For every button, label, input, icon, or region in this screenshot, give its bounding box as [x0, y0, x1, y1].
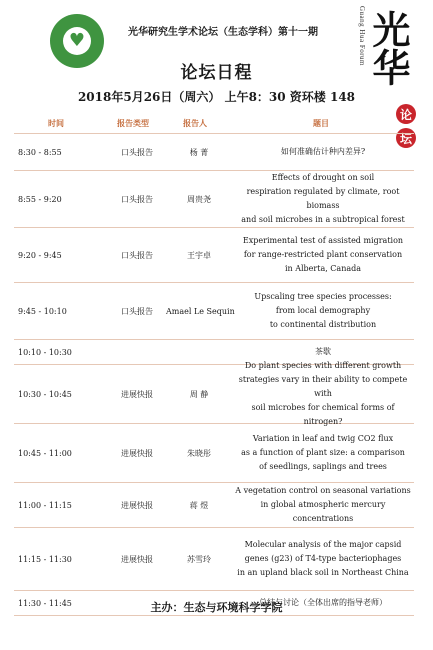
topic-line: from local demography [275, 306, 371, 315]
topic-line: strategies vary in their ability to compete with [238, 375, 408, 398]
row-topic [232, 145, 414, 159]
row-time: 10:45 - 11:00 [18, 448, 72, 458]
schedule-header [14, 113, 414, 134]
row-speaker: 王宇卓 [187, 250, 211, 260]
topic-line: respiration regulated by climate, root biomass [246, 187, 400, 210]
row-speaker: 周贵尧 [187, 194, 211, 204]
forum-header: 光华研究生学术论坛（生态学科）第十一期 [128, 27, 318, 38]
row-speaker: 苏雪玲 [187, 554, 211, 564]
topic-line: of seedlings, saplings and trees [259, 462, 387, 471]
topic-line: genes (g23) of T4-type bacteriophages [244, 554, 402, 563]
row-time: 11:30 - 11:45 [18, 598, 72, 608]
heart-icon: ♥ [68, 30, 86, 51]
topic-line: 总结与讨论（全体出席的指导老师） [259, 598, 387, 607]
row-type: 进展快报 [121, 389, 153, 399]
row-type: 口头报告 [121, 147, 153, 157]
seal-stamp-2: 坛 [396, 128, 416, 148]
brand-calligraphy: 光华 [366, 10, 410, 86]
table-row [14, 483, 414, 528]
header-topic: 题目 [313, 118, 329, 128]
table-row [14, 283, 414, 340]
table-row [14, 528, 414, 591]
row-time: 11:15 - 11:30 [18, 554, 72, 564]
row-time: 8:55 - 9:20 [18, 194, 62, 204]
table-row [14, 228, 414, 283]
row-speaker: 杨 菁 [189, 147, 209, 157]
table-row [14, 171, 414, 228]
table-row [14, 361, 414, 426]
row-topic [232, 234, 414, 276]
seal-stamp-1: 论 [396, 104, 416, 124]
topic-line: as a function of plant size: a comparison [241, 448, 405, 457]
topic-line: in an upland black soil in Northeast China [237, 568, 409, 577]
row-topic [232, 359, 414, 429]
organizer: 主办：生态与环境科学学院 [150, 601, 283, 614]
topic-line: 如何准确估计种内差异? [280, 147, 366, 156]
schedule-rows [14, 134, 414, 616]
header-type: 报告类型 [117, 117, 149, 128]
topic-line: Molecular analysis of the major capsid [244, 540, 402, 549]
topic-line: in global atmospheric mercury concentrations [260, 500, 386, 523]
row-topic [232, 484, 414, 526]
row-type: 口头报告 [121, 250, 153, 260]
topic-line: Effects of drought on soil [271, 173, 375, 182]
row-speaker: Amael Le Sequin [166, 306, 235, 316]
row-speaker: 周 静 [189, 389, 209, 399]
row-time: 8:30 - 8:55 [18, 147, 62, 157]
topic-line: A vegetation control on seasonal variations [235, 486, 411, 495]
page-title: 论坛日程 [180, 63, 253, 83]
topic-line: for range-restricted plant conservation [243, 250, 403, 259]
row-type: 口头报告 [121, 194, 153, 204]
row-topic [232, 345, 414, 359]
row-type: 进展快报 [121, 500, 153, 510]
topic-line: Do plant species with different growth [244, 361, 402, 370]
topic-line: Experimental test of assisted migration [242, 236, 404, 245]
row-time: 9:20 - 9:45 [18, 250, 62, 260]
row-time: 11:00 - 11:15 [18, 500, 72, 510]
header-time: 时间 [48, 117, 64, 128]
topic-line: 茶歇 [315, 347, 331, 356]
row-time: 10:10 - 10:30 [18, 347, 72, 357]
row-type: 进展快报 [121, 448, 153, 458]
topic-line: and soil microbes in a subtropical forest [241, 215, 405, 224]
topic-line: soil microbes for chemical forms of nitrogen? [251, 403, 395, 426]
schedule-table [14, 113, 414, 616]
row-topic [232, 290, 414, 332]
topic-line: Upscaling tree species processes: [254, 292, 392, 301]
row-time: 10:30 - 10:45 [18, 389, 72, 399]
row-topic [232, 538, 414, 580]
table-row [14, 424, 414, 483]
header-speaker: 报告人 [183, 117, 207, 128]
topic-line: Variation in leaf and twig CO2 flux [252, 434, 394, 443]
row-topic [232, 432, 414, 474]
brand-english: Guang Hua Forum [358, 6, 366, 66]
row-type: 口头报告 [121, 306, 153, 316]
row-topic [232, 171, 414, 227]
table-row [14, 134, 414, 171]
topic-line: to continental distribution [269, 320, 377, 329]
row-speaker: 蒋 煜 [189, 500, 209, 510]
meeting-info: 2018年5月26日（周六） 上午8：30 资环楼 148 [77, 90, 356, 104]
row-type: 进展快报 [121, 554, 153, 564]
row-time: 9:45 - 10:10 [18, 306, 67, 316]
topic-line: in Alberta, Canada [284, 264, 362, 273]
row-speaker: 朱晓彤 [187, 448, 211, 458]
